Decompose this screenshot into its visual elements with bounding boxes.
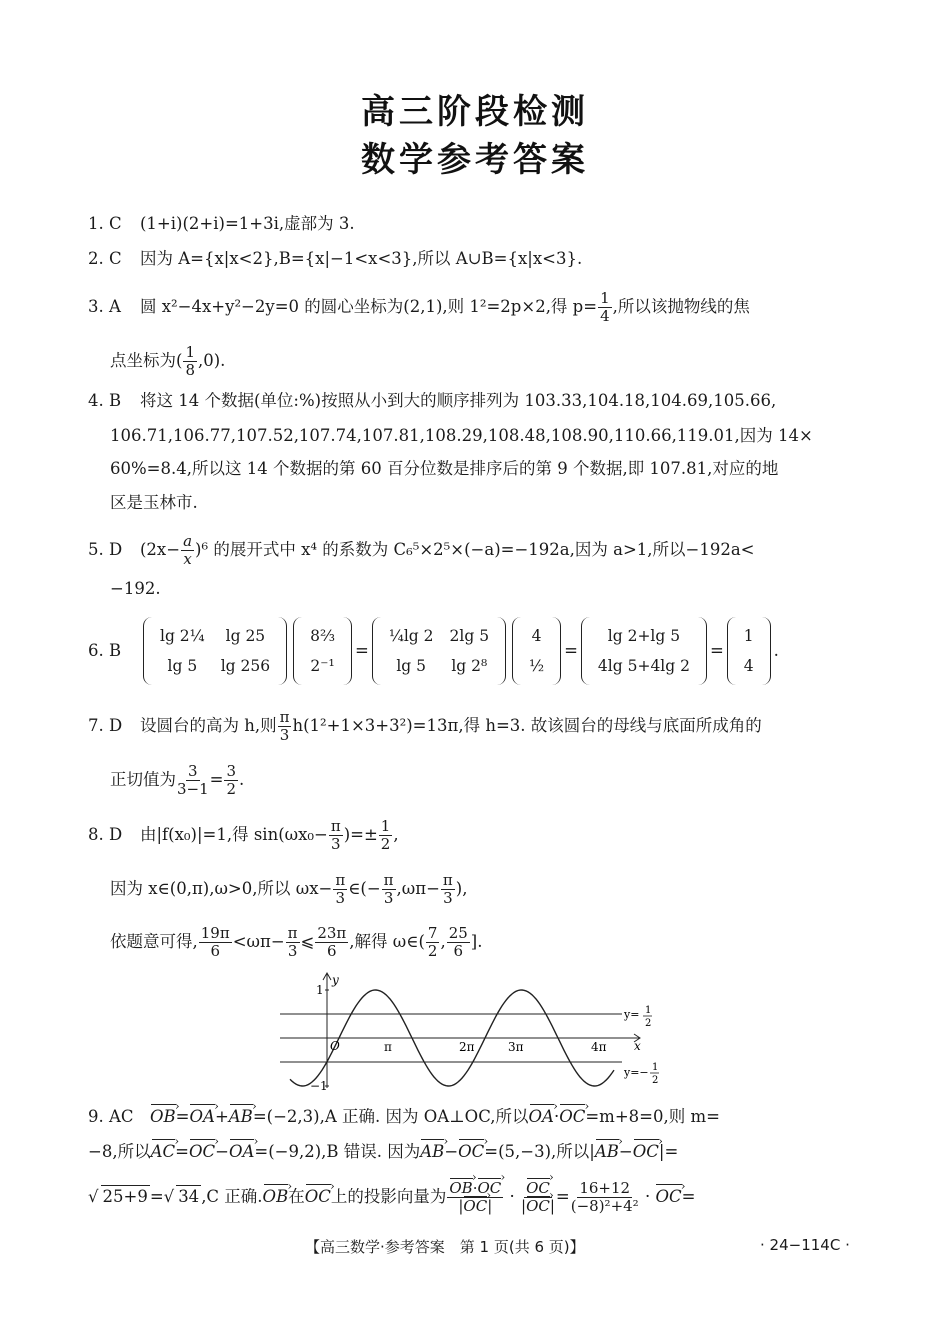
answer-4-line4: 区是玉林市. xyxy=(110,493,198,512)
answer-7 xyxy=(88,709,864,744)
answer-5-line2: −192. xyxy=(110,579,161,598)
fraction: $\frac{16+12}{\text{(−8)²+4²}}$ xyxy=(570,1179,639,1215)
vector: OC › xyxy=(458,1141,484,1163)
vector-b: 8⅔ 2⁻¹ xyxy=(293,617,352,685)
origin-label: O xyxy=(330,1039,340,1053)
answer-number: 5. D xyxy=(88,540,123,559)
answer-9: 9. AC OB ›=OA ›+AB ›=(−2,3),A 正确. 因为 OA⊥OC,所以OA ›·OC ›=m+8=0,则 m= xyxy=(88,1106,864,1128)
footer-code: · 24−114C · xyxy=(760,1236,850,1254)
x-axis-label: x xyxy=(634,1039,641,1053)
vector: OA › xyxy=(189,1106,214,1128)
answer-3 xyxy=(88,290,864,325)
vector: OC › xyxy=(559,1106,585,1128)
answer-4 xyxy=(88,390,864,412)
fraction: $\frac{\pi}{3}$ xyxy=(442,871,453,907)
fraction: $\frac{a}{x}$ xyxy=(183,532,193,568)
vector-d: 4 ½ xyxy=(512,617,561,685)
answer-2 xyxy=(88,248,864,270)
answer-3-line2 xyxy=(110,344,886,379)
vector-e: lg 2+lg 5 4lg 5+4lg 2 xyxy=(581,617,707,685)
answer-text: 设圆台的高为 h,则 xyxy=(140,716,277,735)
answer-9-line3: √ 25+9 =√ 34 ,C 正确.OB ›在OC ›上的投影向量为 $\frac{OB ›\cdot OC ›}{|OC ›|}$ · $\frac{OC ›}{|OC ›|}$ = $\frac{16+12}{\text{(−8)²+4²}}$ · OC ›= xyxy=(88,1180,864,1215)
matrix-c: ¼lg 2 2lg 5 lg 5 lg 2⁸ xyxy=(372,617,506,685)
fraction: $\frac{OC ›}{|OC ›|}$ xyxy=(521,1180,555,1215)
vector: OC › xyxy=(655,1186,681,1208)
lower-line-label: y=− xyxy=(624,1066,649,1079)
equals-sign: = xyxy=(355,641,369,660)
answer-8: 8. D 由|f(x₀)|=1,得 sin(ωx₀− $\frac{\pi}{3}$ )=± $\frac{1}{2}$ , xyxy=(88,817,399,853)
tick-label-pi: π xyxy=(384,1040,392,1054)
answer-text: h(1²+1×3+3²)=13π,得 h=3. 故该圆台的母线与底面所成角的 xyxy=(292,716,762,735)
answer-9-line2: −8,所以AC ›=OC ›−OA ›=(−9,2),B 错误. 因为AB ›−OC ›=(5,−3),所以|AB ›−OC ›|= xyxy=(88,1141,864,1163)
answer-number: 7. D xyxy=(88,716,123,735)
fraction: $\frac{25}{6}$ xyxy=(448,924,468,960)
answer-number: 9. AC xyxy=(88,1107,134,1126)
lower-half-num: 1 xyxy=(652,1062,659,1073)
answer-text: (1+i)(2+i)=1+3i,虚部为 3. xyxy=(140,214,355,233)
equals-sign: = xyxy=(564,641,578,660)
answer-1 xyxy=(88,213,864,235)
answer-6 xyxy=(88,616,864,686)
page-subtitle: 数学参考答案 xyxy=(361,140,589,180)
fraction: $\frac{3}{2}$ xyxy=(226,762,237,798)
y-axis-label: y xyxy=(332,973,339,987)
upper-half-num: 1 xyxy=(645,1005,652,1016)
lower-half-den: 2 xyxy=(652,1075,659,1086)
fraction: $\frac{3}{3-1}$ xyxy=(177,762,209,798)
vector: AB › xyxy=(420,1141,444,1163)
y-label-neg-one: −1 xyxy=(310,1079,328,1093)
answer-text: (2x− xyxy=(140,540,181,559)
answer-text: )⁶ 的展开式中 x⁴ 的系数为 C₆⁵×2⁵×(−a)=−192a,因为 a>1,所以−192a< xyxy=(195,540,755,559)
answer-7-line2: 正切值为 $\frac{3}{3-1}$ = $\frac{3}{2}$ . xyxy=(110,762,245,798)
vector: OC › xyxy=(305,1186,331,1208)
answer-text: 将这 14 个数据(单位:%)按照从小到大的顺序排列为 103.33,104.18,104.69,105.66, xyxy=(140,391,777,410)
sqrt-expression: 34 xyxy=(178,1187,200,1206)
tick-label-4pi: 4π xyxy=(591,1040,607,1054)
answer-5 xyxy=(88,533,864,568)
vector: AB › xyxy=(229,1106,253,1128)
sine-graph xyxy=(270,968,670,1093)
sqrt-expression: 25+9 xyxy=(102,1187,148,1206)
tick-label-3pi: 3π xyxy=(508,1040,524,1054)
upper-half-den: 2 xyxy=(645,1018,652,1029)
answer-text: 点坐标为( xyxy=(110,351,183,370)
footer-center: 【高三数学·参考答案 第 1 页(共 6 页)】 xyxy=(305,1238,585,1256)
equals-sign: = xyxy=(709,641,724,660)
vector-f: 1 4 xyxy=(727,617,771,685)
vector: OA › xyxy=(229,1141,254,1163)
fraction: $\frac{\pi}{3}$ xyxy=(383,871,394,907)
vector: OB › xyxy=(263,1186,289,1208)
answer-4-line3: 60%=8.4,所以这 14 个数据的第 60 百分位数是排序后的第 9 个数据,即 107.81,对应的地 xyxy=(110,459,779,478)
tick-label-2pi: 2π xyxy=(459,1040,475,1054)
answer-8-line3: 依题意可得, $\frac{19\pi}{6}$ <ωπ− $\frac{\pi}{3}$ ⩽ $\frac{23\pi}{6}$ ,解得 ω∈( $\frac{7}{2}$ , $\frac{25}{6}$ ]. xyxy=(110,924,483,960)
fraction: $\frac{\pi}{3}$ xyxy=(287,924,298,960)
period: . xyxy=(773,641,779,660)
fraction: $\frac{23\pi}{6}$ xyxy=(317,924,347,960)
fraction: $\frac{\pi}{3}$ xyxy=(330,817,341,853)
y-label-one: 1 xyxy=(316,983,324,997)
fraction: $\frac{1}{8}$ xyxy=(185,343,195,379)
upper-line-label: y= xyxy=(624,1008,640,1021)
vector: OB › xyxy=(150,1106,176,1128)
answer-text: ,所以该抛物线的焦 xyxy=(612,297,750,316)
answer-4-line2: 106.71,106.77,107.52,107.74,107.81,108.29,108.48,108.90,110.66,119.01,因为 14× xyxy=(110,426,813,445)
answer-number: 8. D xyxy=(88,825,123,844)
fraction: $\frac{7}{2}$ xyxy=(427,924,438,960)
vector: AB › xyxy=(595,1141,619,1163)
answer-number: 4. B xyxy=(88,391,122,410)
vector: OC › xyxy=(633,1141,659,1163)
answer-text: ,0). xyxy=(197,351,226,370)
fraction: $\frac{1}{2}$ xyxy=(380,817,391,853)
fraction: $\frac{\pi}{3}$ xyxy=(279,708,290,744)
fraction: $\frac{19\pi}{6}$ xyxy=(200,924,230,960)
fraction: $\frac{1}{4}$ xyxy=(600,289,610,325)
matrix-a: lg 2¼ lg 25 lg 5 lg 256 xyxy=(143,617,287,685)
answer-number: 2. C xyxy=(88,249,122,268)
answer-text: 圆 x²−4x+y²−2y=0 的圆心坐标为(2,1),则 1²=2p×2,得 p= xyxy=(140,297,598,316)
answer-number: 6. B xyxy=(88,641,122,660)
answer-number: 3. A xyxy=(88,297,121,316)
vector: OA › xyxy=(529,1106,554,1128)
answer-text: 因为 A={x|x<2},B={x|−1<x<3},所以 A∪B={x|x<3}. xyxy=(140,249,583,268)
answer-8-line2: 因为 x∈(0,π),ω>0,所以 ωx− $\frac{\pi}{3}$ ∈(− $\frac{\pi}{3}$ ,ωπ− $\frac{\pi}{3}$ ), xyxy=(110,871,468,907)
answer-number: 1. C xyxy=(88,214,122,233)
fraction: $\frac{\pi}{3}$ xyxy=(335,871,346,907)
fraction: $\frac{OB ›\cdot OC ›}{|OC ›|}$ xyxy=(447,1180,503,1215)
page-title: 高三阶段检测 xyxy=(361,92,589,132)
vector: AC › xyxy=(151,1141,176,1163)
vector: OC › xyxy=(189,1141,215,1163)
